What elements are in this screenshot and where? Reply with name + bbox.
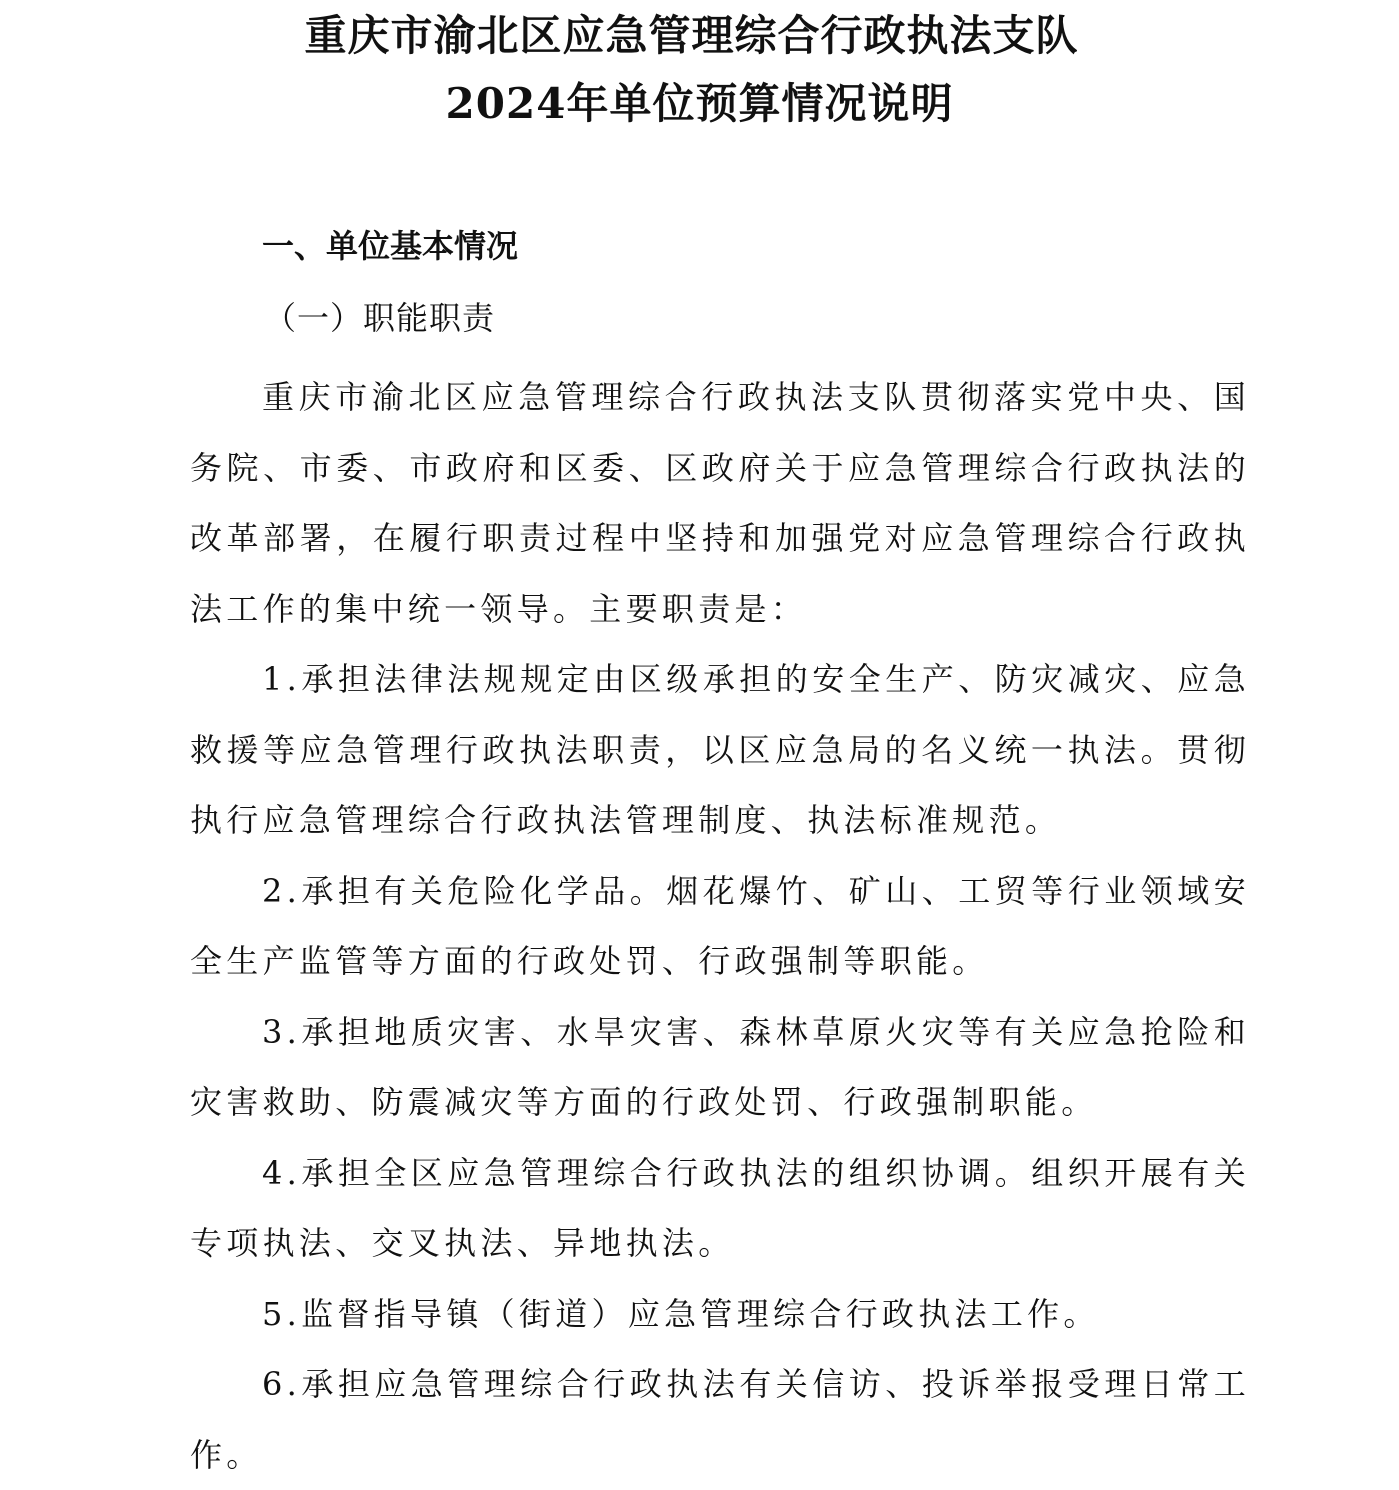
body-text bbox=[190, 362, 1250, 1490]
section-heading-basic-info: 一、单位基本情况 bbox=[262, 227, 519, 265]
duty-item-5: 5.监督指导镇（街道）应急管理综合行政执法工作。 bbox=[262, 1294, 1100, 1333]
subsection-heading-duties: （一）职能职责 bbox=[264, 299, 496, 337]
duty-item-3: 3.承担地质灾害、水旱灾害、森林草原火灾等有关应急抢险和灾害救助、防震减灾等方面的行政处罚、行政强制职能。 bbox=[190, 1012, 1250, 1121]
duty-item-6: 6.承担应急管理综合行政执法有关信访、投诉举报受理日常工作。 bbox=[190, 1365, 1250, 1474]
title-line-2: 2024年单位预算情况说明 bbox=[445, 79, 954, 128]
duty-item-2: 2.承担有关危险化学品。烟花爆竹、矿山、工贸等行业领域安全生产监管等方面的行政处罚、行政强制等职能。 bbox=[190, 871, 1250, 980]
title-line-1: 重庆市渝北区应急管理综合行政执法支队 bbox=[304, 11, 1079, 60]
intro-paragraph: 重庆市渝北区应急管理综合行政执法支队贯彻落实党中央、国务院、市委、市政府和区委、区政府关于应急管理综合行政执法的改革部署，在履行职责过程中坚持和加强党对应急管理综合行政执法工作的集中统一领导。主要职责是： bbox=[190, 378, 1250, 628]
document-title bbox=[0, 2, 1399, 138]
duty-item-4: 4.承担全区应急管理综合行政执法的组织协调。组织开展有关专项执法、交叉执法、异地执法。 bbox=[190, 1153, 1250, 1262]
duty-item-1: 1.承担法律法规规定由区级承担的安全生产、防灾减灾、应急救援等应急管理行政执法职责，以区应急局的名义统一执法。贯彻执行应急管理综合行政执法管理制度、执法标准规范。 bbox=[190, 660, 1250, 839]
